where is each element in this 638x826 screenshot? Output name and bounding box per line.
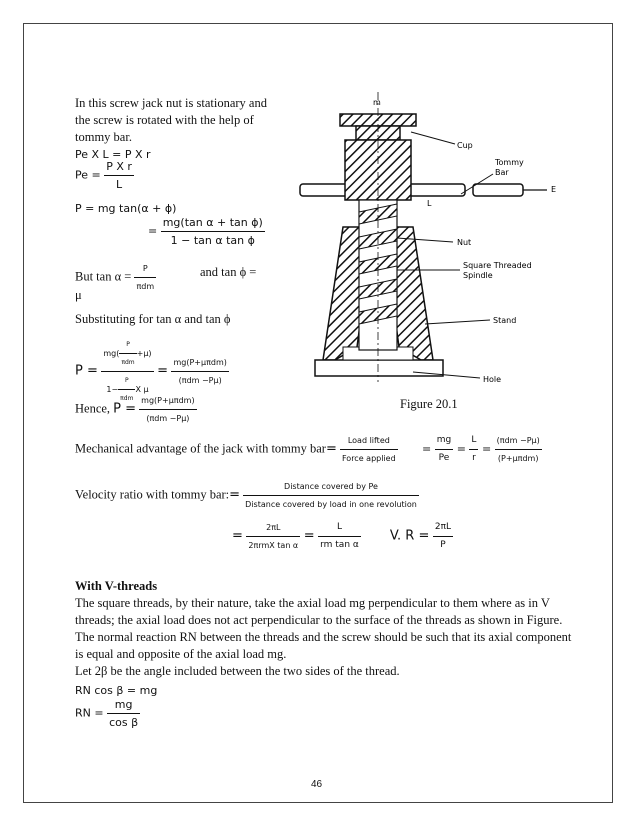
- label-l: L: [427, 199, 432, 208]
- label-bar: Bar: [495, 168, 509, 177]
- figure-caption: Figure 20.1: [400, 397, 458, 411]
- mu-symbol: μ: [75, 288, 82, 302]
- eq-pe-xl: Pe X L = P X r: [75, 148, 151, 161]
- tommy-bar: [300, 184, 547, 196]
- eq-pe: Pe = $\frac{\text{P X r}}{L}$: [75, 160, 132, 191]
- label-m: m: [373, 98, 381, 107]
- label-e: E: [551, 185, 557, 194]
- label-spindle: Spindle: [463, 271, 493, 280]
- eq-rn: RN = $\frac{mg}{\text{cos β}}$: [75, 698, 139, 729]
- v-threads-paragraph: The square threads, by their nature, take the axial load mg perpendicular to them where as in V threads; the axial load does not act perpendicular to the surface of the threads as shown in Figure. The normal reaction RN between the threads and the screw should be such that its axial component is equal and opposite of the axial load mg.: [75, 596, 572, 661]
- and-tan-phi: and tan ϕ =: [200, 265, 257, 279]
- label-square-threaded: Square Threaded: [463, 261, 532, 270]
- eq-tan-expansion: = $\frac{\text{mg(tan α + tan ϕ)}}{\text{1 − tan α tan ϕ}}$: [148, 216, 263, 247]
- label-hole: Hole: [483, 375, 502, 384]
- intro-line-1: In this screw jack nut is stationary and: [75, 96, 267, 110]
- label-cup: Cup: [457, 141, 473, 150]
- pe-fraction: $\frac{\text{P X r}}{L}$: [106, 160, 132, 191]
- page-number: 46: [311, 779, 323, 790]
- eq-p-tan: P = mg tan(α + ϕ): [75, 202, 177, 215]
- intro-line-2: the screw is rotated with the help of: [75, 113, 254, 127]
- section-heading-v-threads: With V-threads: [75, 579, 158, 593]
- velocity-ratio: Velocity ratio with tommy bar:= $\frac{\text{Distance covered by Pe}}{\text{Distance covered by load in one revolution}}$: [75, 478, 419, 513]
- eq-rn-cos: RN cos β = mg: [75, 684, 158, 697]
- screw-jack-figure: [285, 92, 615, 397]
- beta-definition: Let 2β be the angle included between the two sides of the thread.: [75, 664, 400, 678]
- but-tan-alpha: But tan α = $\frac{P}{\text{πdm}}$: [75, 260, 156, 295]
- label-tommy: Tommy: [495, 158, 524, 167]
- intro-line-3: tommy bar.: [75, 130, 132, 144]
- eq-hence: Hence, P = $\frac{\text{mg(P+μπdm)}}{\text{(πdm −Pμ)}}$: [75, 392, 197, 427]
- mechanical-advantage: Mechanical advantage of the jack with tommy bar= $\frac{\text{Load lifted}}{\text{Force applied}}$: [75, 432, 398, 467]
- substituting-line: Substituting for tan α and tan ϕ: [75, 312, 231, 326]
- velocity-ratio-expansion: = $\frac{2\pi L}{\text{2πrmX tan α}}$ = $\frac{L}{\text{rm tan α}}$ V. R = $\frac{2\pi L}{P}$: [232, 519, 453, 554]
- label-stand: Stand: [493, 316, 517, 325]
- eq-p-full: P = mg( $\frac{P}{\text{πdm}}$ +μ) 1− $\frac{P}{\text{πdm}}$ X μ = $\frac{\text{mg(P+μπdm)}}{\text{(πdm −Pμ)}}$: [75, 336, 229, 407]
- label-nut: Nut: [457, 238, 472, 247]
- mechanical-advantage-equalities: = $\frac{mg}{Pe}$ = $\frac{L}{r}$ = $\frac{\text{(πdm −Pμ)}}{\text{(P+μπdm)}}$: [422, 432, 542, 467]
